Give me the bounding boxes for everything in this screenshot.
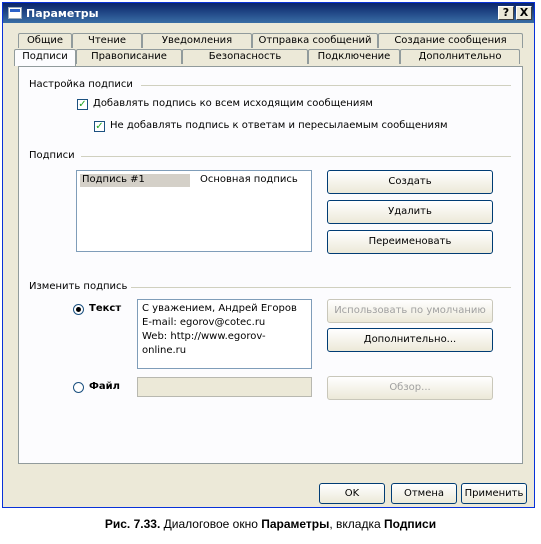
tab-row-front: [14, 49, 520, 64]
list-item[interactable]: [80, 174, 308, 187]
set-default-button[interactable]: Использовать по умолчанию: [327, 299, 493, 323]
caption-text: , вкладка: [329, 517, 385, 531]
signatures-panel: [18, 66, 523, 464]
figure-caption: [0, 517, 541, 531]
add-to-all-checkbox[interactable]: ✓: [78, 99, 87, 110]
tab-receipts[interactable]: Уведомления: [142, 33, 252, 48]
signature-name: Подпись #1: [80, 174, 190, 187]
options-dialog: [2, 2, 535, 508]
browse-button[interactable]: Обзор...: [327, 376, 493, 400]
signatures-list[interactable]: [76, 170, 312, 252]
tab-general[interactable]: Общие: [18, 33, 72, 48]
file-radio[interactable]: [73, 382, 84, 393]
advanced-button[interactable]: Дополнительно...: [327, 328, 493, 352]
title-bar: [3, 3, 534, 23]
tab-connection[interactable]: Подключение: [308, 49, 400, 64]
tab-compose[interactable]: Создание сообщения: [378, 33, 523, 48]
caption-prefix: Рис. 7.33.: [104, 517, 161, 531]
divider: [141, 85, 511, 86]
add-to-all-label: Добавлять подпись ко всем исходящим сообщениям: [93, 98, 373, 109]
signature-line: Web: http://www.egorov-online.ru: [142, 331, 266, 356]
tab-read[interactable]: Чтение: [72, 33, 142, 48]
tab-signatures[interactable]: Подписи: [14, 49, 76, 66]
text-radio-label: Текст: [89, 303, 122, 314]
ok-button[interactable]: OK: [319, 483, 385, 504]
skip-replies-label: Не добавлять подпись к ответам и пересылаемым сообщениям: [110, 120, 448, 131]
signature-line: E-mail: egorov@cotec.ru: [142, 317, 266, 328]
file-path-input[interactable]: [137, 377, 312, 397]
window-icon: [8, 7, 22, 19]
signature-settings-title: Настройка подписи: [29, 79, 133, 90]
divider: [81, 156, 511, 157]
tab-advanced[interactable]: Дополнительно: [400, 49, 520, 64]
close-button[interactable]: X: [516, 6, 532, 20]
tab-send[interactable]: Отправка сообщений: [252, 33, 378, 48]
tab-spelling[interactable]: Правописание: [76, 49, 182, 64]
apply-button[interactable]: Применить: [461, 483, 527, 504]
tab-row-back: [18, 33, 523, 48]
text-radio[interactable]: [73, 304, 84, 315]
delete-button[interactable]: Удалить: [327, 200, 493, 224]
caption-bold: Подписи: [384, 517, 437, 531]
rename-button[interactable]: Переименовать: [327, 230, 493, 254]
create-button[interactable]: Создать: [327, 170, 493, 194]
caption-bold: Параметры: [261, 517, 330, 531]
window-title: Параметры: [26, 6, 99, 20]
edit-signature-title: Изменить подпись: [29, 281, 128, 292]
caption-text: Диалоговое окно: [160, 517, 262, 531]
file-radio-label: Файл: [89, 381, 120, 392]
tab-security[interactable]: Безопасность: [182, 49, 308, 64]
signatures-title: Подписи: [29, 150, 75, 161]
signature-note: Основная подпись: [200, 174, 298, 185]
skip-replies-checkbox[interactable]: ✓: [95, 121, 104, 132]
help-button[interactable]: ?: [498, 6, 514, 20]
cancel-button[interactable]: Отмена: [391, 483, 457, 504]
signature-text-area[interactable]: [137, 299, 312, 369]
signature-line: С уважением, Андрей Егоров: [142, 303, 297, 314]
divider: [131, 287, 511, 288]
